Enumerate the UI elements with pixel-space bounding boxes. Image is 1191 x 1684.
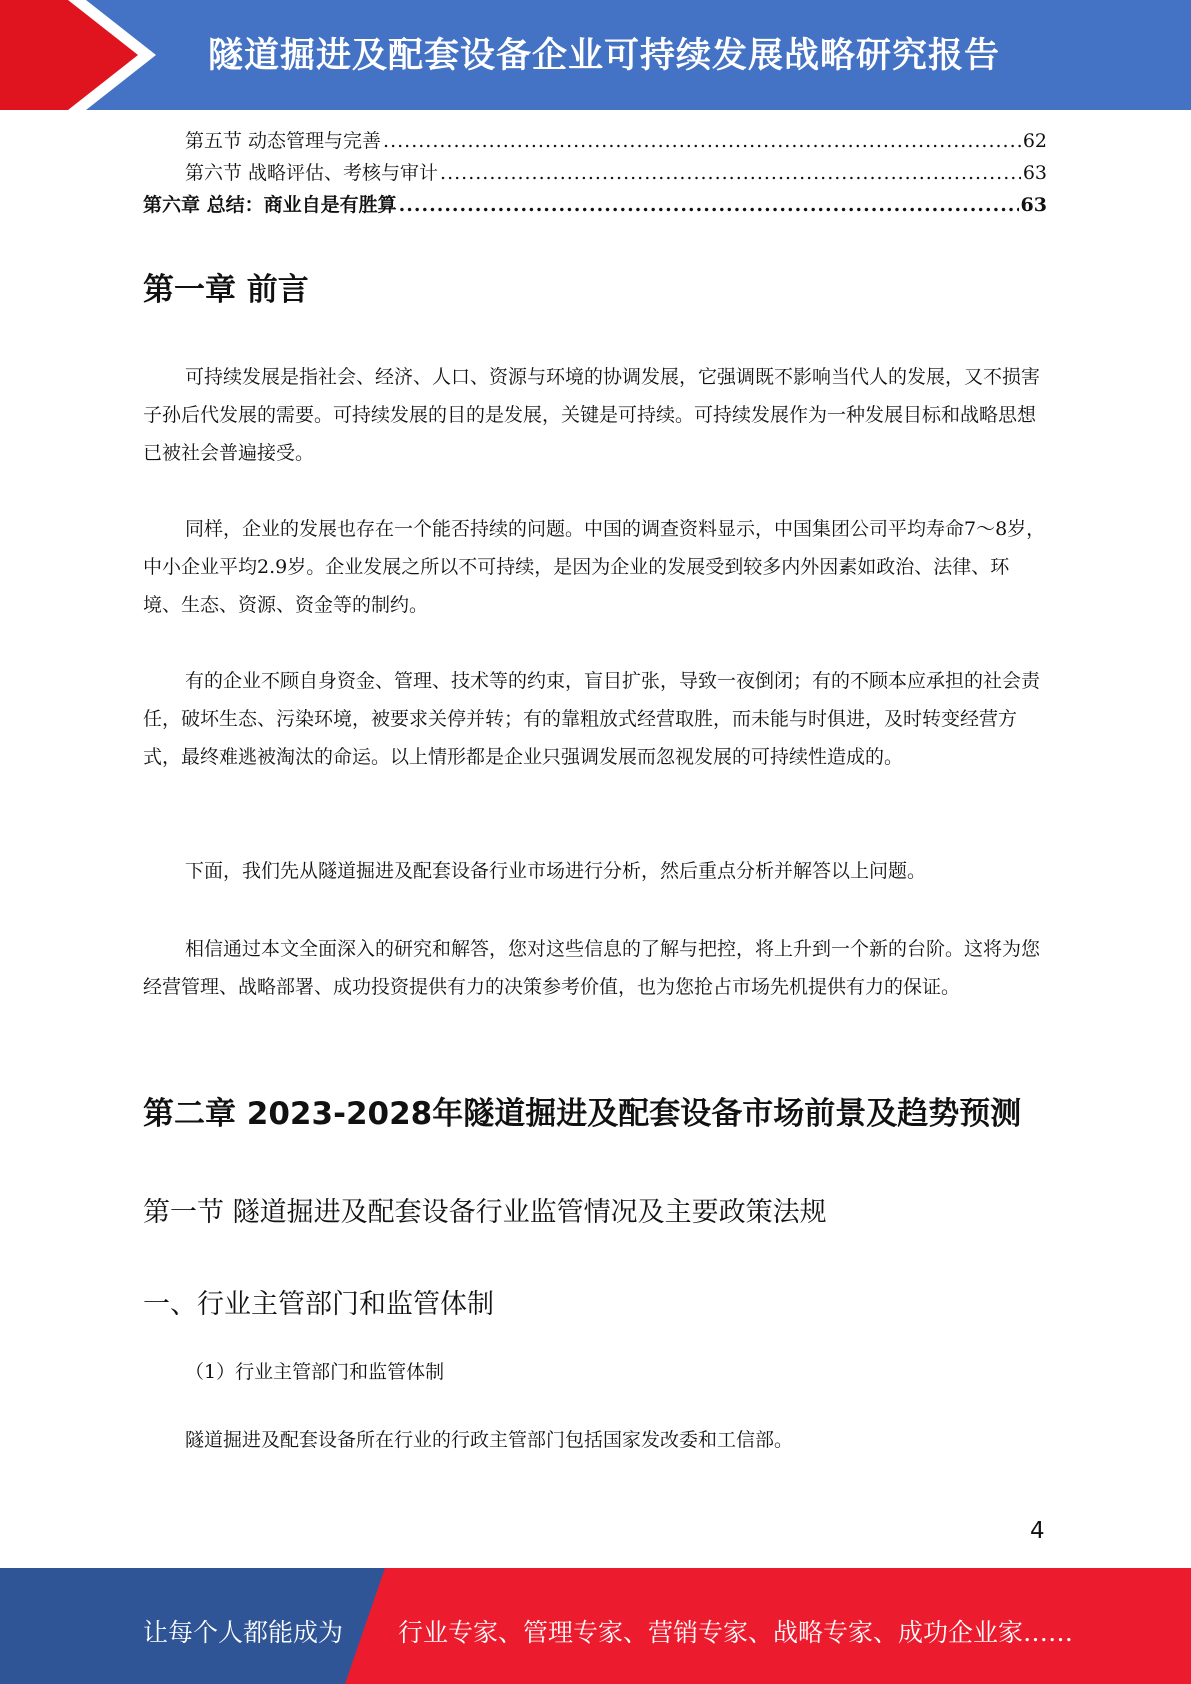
paragraph: 有的企业不顾自身资金、管理、技术等的约束，盲目扩张，导致一夜倒闭；有的不顾本应承担的社会责任，破坏生态、污染环境，被要求关停并转；有的靠粗放式经营取胜，而未能与时俱进，及时转变经营方式，最终难逃被淘汰的命运。以上情形都是企业只强调发展而忽视发展的可持续性造成的。 [143, 670, 1041, 768]
chapter-1-title: 第一章 前言 [143, 272, 309, 308]
paragraph: 隧道掘进及配套设备所在行业的行政主管部门包括国家发改委和工信部。 [185, 1429, 794, 1451]
footer-slogan-right: 行业专家、管理专家、营销专家、战略专家、成功企业家…… [398, 1618, 1074, 1647]
toc-entry-page: 63 [1020, 194, 1047, 216]
toc-leader-dots [383, 130, 1021, 152]
paragraph: 可持续发展是指社会、经济、人口、资源与环境的协调发展，它强调既不影响当代人的发展，又不损害子孙后代发展的需要。可持续发展的目的是发展，关键是可持续。可持续发展作为一种发展目标和战略思想已被社会普遍接受。 [143, 366, 1041, 464]
toc-entry-page: 62 [1022, 130, 1047, 152]
footer-slogan-left: 让每个人都能成为 [143, 1618, 344, 1647]
toc-entry-label: 第六章 总结：商业自是有胜算 [143, 194, 397, 216]
page-number: 4 [1030, 1518, 1045, 1544]
header-banner [0, 0, 1191, 110]
toc-entry[interactable] [143, 126, 1047, 158]
footer-banner [0, 1568, 1191, 1684]
toc-entry[interactable] [143, 158, 1047, 190]
toc-leader-dots [399, 194, 1019, 216]
toc-entry-label: 第六节 战略评估、考核与审计 [185, 162, 439, 184]
toc-leader-dots [440, 162, 1021, 184]
section-1-title: 第一节 隧道掘进及配套设备行业监管情况及主要政策法规 [143, 1197, 827, 1228]
chapter-2-title: 第二章 2023-2028年隧道掘进及配套设备市场前景及趋势预测 [143, 1096, 1022, 1132]
toc-entry[interactable] [143, 190, 1047, 222]
header-red-arrow [0, 0, 150, 110]
table-of-contents [143, 126, 1047, 222]
toc-entry-label: 第五节 动态管理与完善 [185, 130, 382, 152]
paragraph: 相信通过本文全面深入的研究和解答，您对这些信息的了解与把控，将上升到一个新的台阶。这将为您经营管理、战略部署、成功投资提供有力的决策参考价值，也为您抢占市场先机提供有力的保证。 [143, 938, 1041, 998]
subsection-1-title: 一、行业主管部门和监管体制 [143, 1289, 494, 1320]
paragraph: 同样，企业的发展也存在一个能否持续的问题。中国的调查资料显示，中国集团公司平均寿命7～8岁，中小企业平均2.9岁。企业发展之所以不可持续，是因为企业的发展受到较多内外因素如政治、法律、环境、生态、资源、资金等的制约。 [143, 518, 1046, 616]
paragraph: 下面，我们先从隧道掘进及配套设备行业市场进行分析，然后重点分析并解答以上问题。 [185, 860, 927, 882]
report-title: 隧道掘进及配套设备企业可持续发展战略研究报告 [208, 36, 1001, 76]
toc-entry-page: 63 [1022, 162, 1047, 184]
item-1-label: （1）行业主管部门和监管体制 [185, 1361, 445, 1383]
